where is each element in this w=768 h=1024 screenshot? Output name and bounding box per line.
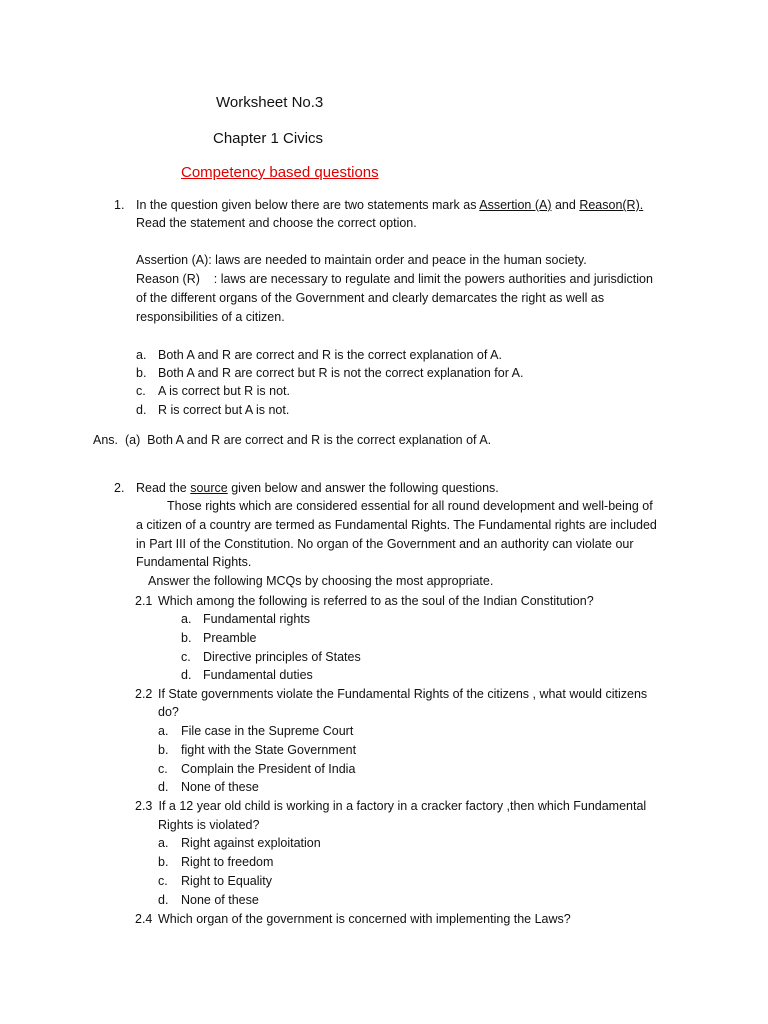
q2-3-option-a bbox=[158, 834, 321, 853]
q2-3-number: 2.3 bbox=[135, 799, 153, 813]
q2-1-number: 2.1 bbox=[135, 594, 153, 608]
option-letter: b. bbox=[181, 631, 192, 645]
q1-reason-line2: of the different organs of the Government and clearly demarcates the right as well as bbox=[136, 291, 605, 305]
option-text: A is correct but R is not. bbox=[158, 384, 290, 398]
q1-line1 bbox=[136, 196, 643, 215]
option-text: Right to Equality bbox=[181, 874, 273, 888]
q2-4-number: 2.4 bbox=[135, 912, 153, 926]
option-letter: d. bbox=[158, 780, 169, 794]
reason-link: Reason(R). bbox=[579, 198, 644, 212]
q2-3-option-c bbox=[158, 872, 273, 891]
q1-line1-pre: In the question given below there are two statements mark as bbox=[136, 198, 480, 212]
q1-reason-line1: Reason (R) : laws are necessary to regulate and limit the powers authorities and jurisdiction bbox=[136, 272, 653, 286]
q1-answer: Ans. (a) Both A and R are correct and R is the correct explanation of A. bbox=[93, 433, 492, 447]
option-text: File case in the Supreme Court bbox=[181, 724, 354, 738]
chapter-title: Chapter 1 Civics bbox=[213, 130, 324, 147]
option-text: Fundamental rights bbox=[203, 612, 311, 626]
q2-paragraph-line2: a citizen of a country are termed as Fundamental Rights. The Fundamental rights are included bbox=[136, 518, 657, 532]
source-word: source bbox=[190, 481, 228, 495]
q1-option-a bbox=[136, 346, 502, 365]
q2-1-text: Which among the following is referred to as the soul of the Indian Constitution? bbox=[158, 594, 594, 608]
option-letter: c. bbox=[136, 384, 146, 398]
option-letter: c. bbox=[181, 650, 191, 664]
q2-1-option-a bbox=[181, 610, 311, 629]
q2-paragraph-line4: Fundamental Rights. bbox=[136, 555, 252, 569]
option-letter: d. bbox=[181, 668, 192, 682]
worksheet-title: Worksheet No.3 bbox=[216, 94, 324, 111]
q2-3-option-d bbox=[158, 891, 259, 910]
q1-assertion: Assertion (A): laws are needed to maintain order and peace in the human society. bbox=[136, 253, 587, 267]
option-letter: b. bbox=[158, 743, 169, 757]
option-text: Fundamental duties bbox=[203, 668, 313, 682]
q1-option-b bbox=[136, 364, 524, 383]
q2-2-option-c bbox=[158, 760, 356, 779]
q1-option-c bbox=[136, 382, 290, 401]
option-letter: a. bbox=[158, 724, 169, 738]
section-heading: Competency based questions bbox=[181, 164, 379, 181]
q1-option-d bbox=[136, 401, 290, 420]
q2-4-text: Which organ of the government is concerned with implementing the Laws? bbox=[158, 912, 571, 926]
q2-3-option-b bbox=[158, 853, 274, 872]
q2-intro-pre: Read the bbox=[136, 481, 191, 495]
q2-paragraph-line1: Those rights which are considered essential for all round development and well-being of bbox=[167, 499, 653, 513]
option-text: None of these bbox=[181, 893, 259, 907]
option-text: Both A and R are correct but R is not the correct explanation for A. bbox=[158, 366, 524, 380]
option-letter: b. bbox=[136, 366, 147, 380]
option-text: fight with the State Government bbox=[181, 743, 357, 757]
q2-2-option-d bbox=[158, 778, 259, 797]
q2-paragraph-line3: in Part III of the Constitution. No organ of the Government and an authority can violate our bbox=[136, 537, 634, 551]
option-letter: c. bbox=[158, 874, 168, 888]
q2-2-number: 2.2 bbox=[135, 687, 153, 701]
q1-reason-line3: responsibilities of a citizen. bbox=[136, 310, 285, 324]
q2-number: 2. bbox=[114, 481, 125, 495]
q2-2-text-line1: If State governments violate the Fundamental Rights of the citizens , what would citizens bbox=[158, 687, 648, 701]
option-letter: c. bbox=[158, 762, 168, 776]
q2-intro bbox=[136, 479, 499, 498]
q2-2-text-line2: do? bbox=[158, 705, 179, 719]
q2-2-option-a bbox=[158, 722, 354, 741]
option-text: Directive principles of States bbox=[203, 650, 361, 664]
q2-3-text-line2: Rights is violated? bbox=[158, 818, 260, 832]
q2-1-option-b bbox=[181, 629, 257, 648]
option-text: None of these bbox=[181, 780, 259, 794]
option-letter: d. bbox=[136, 403, 147, 417]
option-letter: d. bbox=[158, 893, 169, 907]
option-text: Both A and R are correct and R is the correct explanation of A. bbox=[158, 348, 502, 362]
option-text: R is correct but A is not. bbox=[158, 403, 290, 417]
option-letter: a. bbox=[136, 348, 147, 362]
q1-line1-mid: and bbox=[551, 198, 580, 212]
option-letter: a. bbox=[158, 836, 169, 850]
q1-number: 1. bbox=[114, 198, 125, 212]
q2-2-option-b bbox=[158, 741, 357, 760]
option-text: Preamble bbox=[203, 631, 257, 645]
option-text: Right against exploitation bbox=[181, 836, 321, 850]
q2-intro-post: given below and answer the following questions. bbox=[227, 481, 499, 495]
q2-1-option-c bbox=[181, 648, 361, 667]
option-text: Complain the President of India bbox=[181, 762, 356, 776]
option-text: Right to freedom bbox=[181, 855, 274, 869]
option-letter: b. bbox=[158, 855, 169, 869]
assertion-link: Assertion (A) bbox=[479, 198, 552, 212]
q1-line2: Read the statement and choose the correct option. bbox=[136, 216, 417, 230]
option-letter: a. bbox=[181, 612, 192, 626]
q2-1-option-d bbox=[181, 666, 313, 685]
q2-instruction: Answer the following MCQs by choosing the most appropriate. bbox=[148, 574, 494, 588]
q2-3-text-line1: If a 12 year old child is working in a factory in a cracker factory ,then which Fundamental bbox=[155, 799, 647, 813]
